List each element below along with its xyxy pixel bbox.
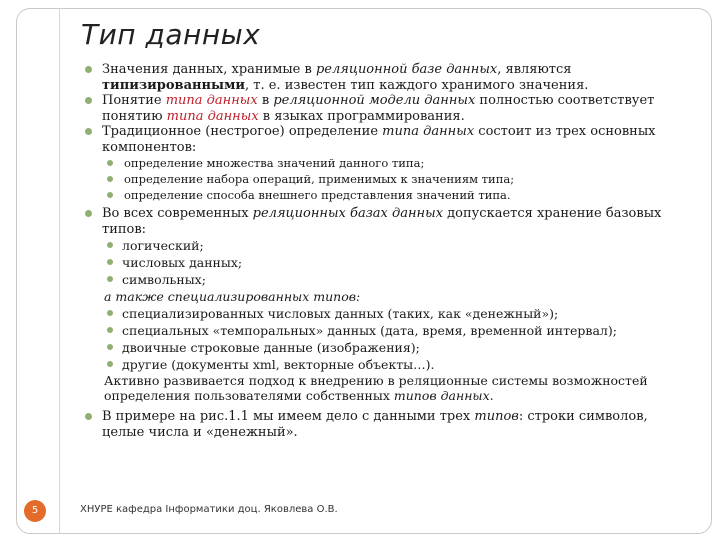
sub-bullet: символьных; — [84, 271, 684, 288]
sub-bullet: специальных «темпоральных» данных (дата, время, временной интервал); — [84, 322, 684, 339]
sub-bullet: числовых данных; — [84, 254, 684, 271]
bullet-2: Понятие типа данных в реляционной модели данных полностью соответствует понятию типа данных в языках программирования. — [84, 93, 684, 124]
sub-bullet: специализированных числовых данных (таких, как «денежный»); — [84, 305, 684, 322]
bullet-1: Значения данных, хранимые в реляционной базе данных, являются типизированными, т. е. известен тип каждого хранимого значения. — [84, 62, 684, 93]
sub-bullet: логический; — [84, 237, 684, 254]
sub-bullet: определение множества значений данного типа; — [84, 155, 684, 171]
also-line: а также специализированных типов: — [104, 289, 361, 304]
slide-sidebar — [16, 8, 60, 534]
bullet-3: Традиционное (нестрогое) определение типа данных состоит из трех основных компонентов: — [84, 124, 684, 155]
footer-text: ХНУРЕ кафедра Інформатики доц. Яковлева О.В. — [80, 504, 338, 515]
slide-content — [84, 62, 684, 440]
sub-bullet: определение способа внешнего представления значений типа. — [84, 187, 684, 203]
sub-bullet: двоичные строковые данные (изображения); — [84, 339, 684, 356]
sub-bullet: другие (документы xml, векторные объекты…). — [84, 356, 684, 373]
page-number-badge: 5 — [24, 500, 46, 522]
bullet-4: Во всех современных реляционных базах данных допускается хранение базовых типов: — [84, 206, 684, 237]
slide-title: Тип данных — [81, 18, 261, 51]
note-paragraph: Активно развивается подход к внедрению в реляционные системы возможностей определения пользователями собственных типов данных. — [104, 373, 648, 403]
bullet-5: В примере на рис.1.1 мы имеем дело с данными трех типов: строки символов, целые числа и «денежный». — [84, 409, 684, 440]
sub-bullet: определение набора операций, применимых к значениям типа; — [84, 171, 684, 187]
